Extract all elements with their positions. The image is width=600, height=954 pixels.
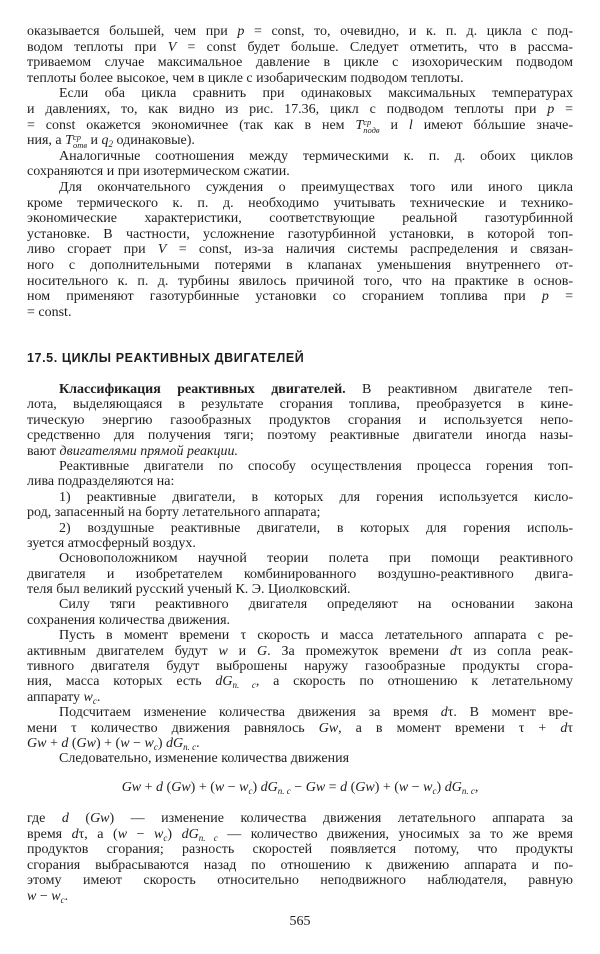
page-number: 565 [289, 914, 311, 929]
text-run: ( [347, 780, 356, 795]
subscript: п. с [461, 786, 475, 796]
text-line [27, 613, 573, 628]
text-line [27, 889, 573, 905]
text-run: Подсчитаем изменение количества движения за время [59, 705, 441, 721]
text-run: теплоты более высокое, чем в цикле с изобарическим подводом теплоты. [27, 70, 464, 86]
text-section-gas-turbine-cycles [27, 24, 573, 320]
text-run: ) + ( [374, 780, 399, 795]
math-variable: w [239, 780, 249, 795]
text-line [27, 40, 573, 56]
math-variable: w [218, 643, 228, 659]
math-variable: dG [444, 780, 462, 795]
math-variable: d [560, 720, 568, 736]
math-variable: V [157, 242, 167, 258]
text-line [27, 582, 573, 597]
text-line [27, 444, 573, 459]
super-subscript [73, 133, 87, 149]
text-line [27, 705, 573, 720]
text-line [27, 428, 573, 443]
text-run: ( [68, 735, 77, 751]
text-run: . [64, 888, 69, 904]
text-run: лота, выделяющаяся в результате сгорания топлива, преобразуется в кине- [27, 397, 573, 413]
text-line [27, 780, 573, 796]
text-line [27, 289, 573, 305]
text-run: сохраняются и при изотермическом сжатии. [27, 164, 290, 180]
text-run: = [548, 289, 573, 305]
text-run: ( [68, 811, 91, 826]
text-run: и давлениях, то, как видно из рис. 17.36, цикл с подводом теплоты при [27, 101, 548, 117]
text-run: ного с дополнительными потерями в клапанах уменьшения внутреннего от- [27, 257, 573, 273]
math-variable: d [340, 780, 348, 795]
text-run: экономические характеристики, соответствующие реальной газотурбинной [27, 211, 573, 227]
math-variable: w [27, 888, 37, 904]
text-line [27, 751, 573, 766]
text-line [27, 644, 573, 659]
text-run: = const окажется экономичнее (так как в нем [27, 117, 356, 133]
text-line [27, 490, 573, 505]
text-line [27, 811, 573, 827]
math-variable: d [156, 780, 164, 795]
section-heading: 17.5. ЦИКЛЫ РЕАКТИВНЫХ ДВИГАТЕЛЕЙ [27, 351, 305, 365]
text-run: этому имеют скорость относительно неподвижного наблюдателя, равную [27, 873, 573, 889]
text-run: − [290, 780, 306, 795]
text-line [27, 551, 573, 566]
text-run: время [27, 826, 72, 842]
subscript: c [163, 832, 168, 843]
math-variable: Gw [27, 735, 47, 751]
text-run: + [46, 735, 62, 751]
math-variable: p [541, 289, 549, 305]
text-line [27, 521, 573, 536]
text-line [27, 102, 573, 118]
text-run: Если оба цикла сравнить при одинаковых максимальных температурах [59, 86, 573, 102]
subscript: п. с [232, 680, 256, 690]
text-line [27, 674, 573, 689]
math-variable: p [547, 101, 555, 117]
text-run: . [96, 689, 101, 705]
text-line [27, 736, 573, 751]
text-run: ) [157, 735, 166, 751]
subscript: c [248, 786, 253, 796]
math-variable: d [440, 705, 448, 721]
math-variable: Gw [355, 780, 375, 795]
math-variable: w [214, 780, 225, 795]
text-run: сохранения количества движения. [27, 612, 231, 628]
text-run: , [474, 780, 479, 795]
text-run: . За промежуток времени [267, 643, 450, 659]
text-run: = const будет больше. Следует отметить, что в рассма- [176, 39, 573, 55]
text-run: 2) воздушные реактивные двигатели, в которых для горения исполь- [59, 520, 573, 536]
text-run: − [408, 780, 424, 795]
text-run: ) [167, 826, 182, 842]
subscript: c [432, 786, 437, 796]
text-line [27, 55, 573, 71]
text-run: и [227, 643, 258, 659]
text-run: − [127, 826, 155, 842]
text-line [27, 86, 573, 102]
text-run: триваемом случае максимальное давление в цикле с изохорическим подводом [27, 55, 573, 71]
text-run: τ [567, 720, 573, 736]
text-run: активным двигателем будут [27, 643, 219, 659]
math-variable: V [167, 39, 177, 55]
text-line [27, 305, 573, 321]
text-line [27, 397, 573, 412]
math-variable: d [61, 811, 69, 826]
text-run: Для окончательного суждения о преимуществах того или иного цикла [59, 179, 573, 195]
text-run: + [141, 780, 157, 795]
text-line [27, 873, 573, 889]
text-run: ) — изменение количества движения летательного аппарата за [109, 811, 573, 826]
math-variable: dG [260, 780, 278, 795]
text-run: теля был великий русский ученый К. Э. Циолковский. [27, 582, 351, 598]
subscript: п. с [198, 832, 218, 843]
momentum-change-formula [27, 780, 573, 796]
text-line [27, 597, 573, 612]
subscript: c [153, 741, 158, 752]
text-line [27, 242, 573, 258]
text-run: τ из сопла реак- [456, 643, 573, 659]
text-run: ) + ( [95, 735, 121, 751]
text-line [27, 858, 573, 874]
math-variable: w [120, 735, 130, 751]
text-line [27, 196, 573, 212]
subscript: подв [363, 124, 380, 134]
math-variable: T [65, 133, 73, 149]
math-variable: Gw [318, 720, 339, 736]
text-run: род, запасенный на борту летательного аппарата; [27, 505, 321, 521]
text-run: водом теплоты при [27, 39, 168, 55]
text-run: аппарату [27, 689, 84, 705]
text-line [27, 258, 573, 274]
text-run: тивного двигателя будут выброшены наружу газообразные продукты сгора- [27, 659, 573, 675]
math-variable: w [423, 780, 433, 795]
text-run: Аналогичные соотношения между термическими к. п. д. обоих циклов [59, 148, 573, 164]
text-line [27, 842, 573, 858]
text-run: ) [436, 780, 445, 795]
text-line [27, 180, 573, 196]
text-line [27, 149, 573, 165]
bold-run-in-heading: Классификация реактивных двигателей. [59, 382, 346, 397]
math-variable: d [61, 735, 69, 751]
text-run: , а скорость по отношению к летательному [255, 674, 573, 690]
text-run: установке. В частности, усложнение газотурбинной установки, в которой топ- [27, 226, 573, 242]
text-run: имеют бóльшие значе- [412, 117, 573, 133]
text-run: Следовательно, изменение количества движения [59, 751, 350, 767]
subscript: п. с [183, 741, 197, 752]
superscript: ср [363, 117, 372, 127]
superscript: ср [72, 133, 81, 143]
text-run: = [325, 780, 341, 795]
text-run: Реактивные двигатели по способу осуществления процесса горения топ- [59, 458, 573, 474]
text-line [27, 133, 573, 149]
math-variable: dG [181, 826, 199, 842]
text-run: и [87, 133, 102, 149]
text-line [27, 274, 573, 290]
text-run: одинаковые). [113, 133, 195, 149]
math-variable: Gw [121, 780, 142, 795]
text-section-formula-explanation [27, 811, 573, 905]
text-run: сгорания выбрасываются назад по отношению к движению аппарата и по- [27, 857, 573, 873]
text-run: ния, масса которых есть [27, 674, 216, 690]
math-variable: Gw [76, 735, 96, 751]
text-line [27, 536, 573, 551]
math-variable: w [154, 826, 164, 842]
text-line [27, 628, 573, 643]
text-line [27, 827, 573, 843]
subscript: c [60, 894, 65, 905]
text-run: где [27, 811, 62, 826]
text-line [27, 659, 573, 674]
math-variable: w [398, 780, 409, 795]
subscript: c [92, 695, 97, 706]
math-variable: l [408, 117, 413, 133]
math-variable: двигателями прямой реакции. [59, 443, 239, 459]
math-variable: T [355, 117, 364, 133]
math-variable: w [117, 826, 128, 842]
text-run: тическую энергию газообразных продуктов сгорания и используется непо- [27, 412, 573, 428]
text-line [27, 24, 573, 40]
math-variable: Gw [171, 780, 191, 795]
math-variable: dG [215, 674, 233, 690]
text-section-jet-engines [27, 382, 573, 767]
text-run: ния, а [27, 133, 66, 149]
text-run: ) + ( [190, 780, 215, 795]
text-run: продуктов сгорания; разность скоростей появляется потому, что продукты [27, 842, 573, 858]
text-run: Пусть в момент времени τ скорость и масса летательного аппарата с ре- [59, 628, 573, 644]
text-line [27, 505, 573, 520]
super-subscript [363, 118, 379, 134]
text-run: ливо сгорает при [27, 242, 158, 258]
text-run: Основоположником научной теории полета при помощи реактивного [59, 551, 573, 567]
math-variable: d [449, 643, 457, 659]
text-line [27, 474, 573, 489]
text-run: − [129, 735, 145, 751]
math-variable: w [83, 689, 93, 705]
math-variable: p [237, 24, 245, 39]
math-variable: Gw [90, 811, 110, 826]
text-run: лива подразделяются на: [27, 474, 175, 490]
math-variable: q [101, 133, 109, 149]
text-run: оказывается большей, чем при [27, 24, 238, 39]
text-line [27, 413, 573, 428]
subscript: п. с [277, 786, 291, 796]
text-run: τ, а ( [78, 826, 118, 842]
text-line [27, 690, 573, 705]
text-run: , а в момент времени τ + [338, 720, 561, 736]
text-run: кроме термического к. п. д. необходимо учитывать технические и технико- [27, 195, 573, 211]
text-run: — количество движения, уносимых за то же время [217, 826, 573, 842]
text-run: = const, из-за наличия системы распределения и связан- [166, 242, 573, 258]
text-run: 1) реактивные двигатели, в которых для горения используется кисло- [59, 489, 573, 505]
math-variable: w [51, 888, 61, 904]
subscript: 2 [108, 139, 114, 149]
text-run: Силу тяги реактивного двигателя определяют на основании закона [59, 597, 573, 613]
text-run: ном применяют газотурбинные установки со сгоранием топлива при [27, 289, 542, 305]
text-line [27, 721, 573, 736]
text-run: ( [163, 780, 172, 795]
text-run: В реактивном двигателе теп- [345, 382, 573, 397]
text-line [27, 164, 573, 180]
text-run: носительного к. п. д. турбины явилось причиной того, что на практике в основ- [27, 273, 573, 289]
text-line [27, 211, 573, 227]
text-run: ) [252, 780, 261, 795]
text-run: вают [27, 443, 60, 459]
text-line [27, 71, 573, 87]
text-run: двигателя и изобретателем комбинированного воздушно-реактивного двига- [27, 566, 573, 582]
math-variable: d [71, 826, 79, 842]
text-run: − [224, 780, 240, 795]
text-line [27, 227, 573, 243]
text-line [27, 459, 573, 474]
text-run: = const. [27, 304, 72, 320]
text-run: = const, то, очевидно, и к. п. д. цикла с под- [244, 24, 573, 39]
text-run: τ. В момент вре- [447, 705, 573, 721]
text-line [27, 382, 573, 397]
text-run: мени τ количество движения равнялось [27, 720, 319, 736]
text-run: зуется атмосферный воздух. [27, 535, 196, 551]
text-line [27, 567, 573, 582]
subscript: отв [72, 140, 88, 149]
text-run: и [379, 117, 409, 133]
text-run: − [36, 888, 52, 904]
math-variable: Gw [305, 780, 326, 795]
text-run: . [196, 735, 200, 751]
text-line [27, 118, 573, 134]
text-run: = [554, 101, 573, 117]
math-variable: dG [165, 735, 184, 751]
math-variable: w [144, 735, 154, 751]
math-variable: G [257, 643, 268, 659]
text-run: средственно для получения тяги; поэтому реактивные двигатели иногда назы- [27, 428, 573, 444]
